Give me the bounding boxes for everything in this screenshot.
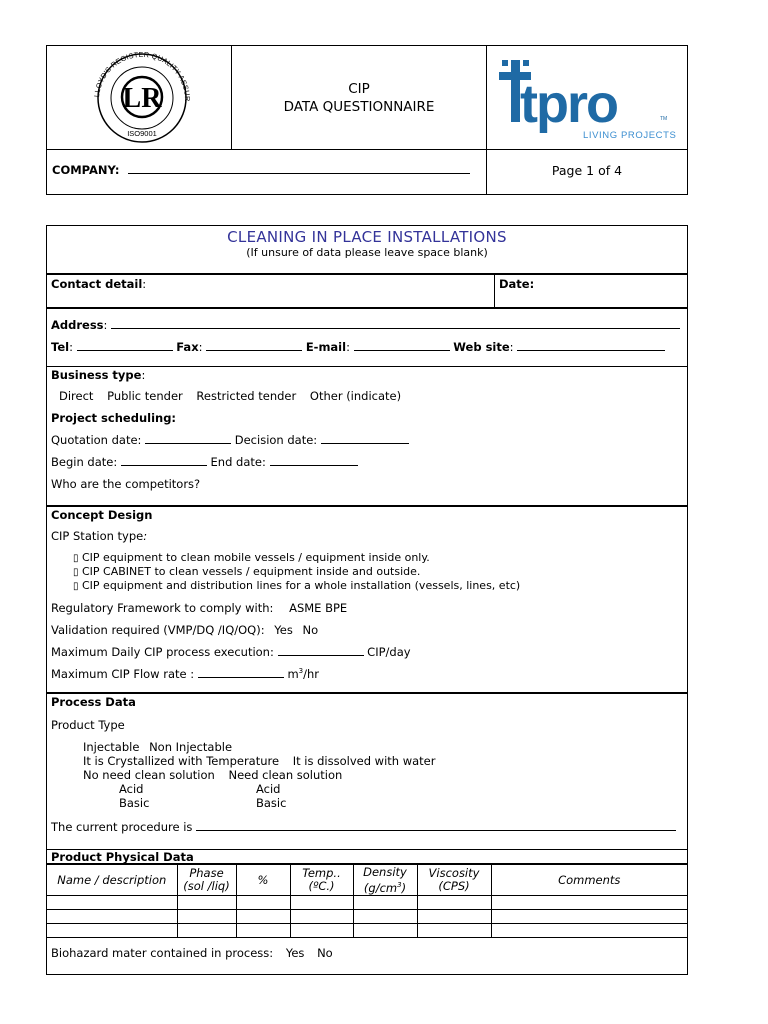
option-public-tender[interactable]: Public tender xyxy=(107,389,183,403)
project-scheduling-label: Project scheduling: xyxy=(51,411,177,425)
svg-text:TM: TM xyxy=(660,116,668,122)
physical-data-table xyxy=(47,864,687,938)
begin-end-line xyxy=(51,455,358,469)
company-field[interactable] xyxy=(128,163,470,174)
regulatory-line xyxy=(51,601,347,615)
fax-label: Fax xyxy=(176,340,199,354)
business-type-label: Business type xyxy=(51,368,142,382)
form-subtitle: (If unsure of data please leave space blank) xyxy=(246,246,488,259)
cip-station-type-label: CIP Station type xyxy=(51,529,144,543)
tpro-logo xyxy=(487,46,687,150)
cip-form xyxy=(46,225,688,975)
concept-design-section xyxy=(47,507,687,694)
form-title-section xyxy=(47,226,687,275)
lloyds-register-seal-logo xyxy=(47,46,232,150)
cip-station-type-line: CIP Station type: xyxy=(51,529,148,543)
biohazard-section xyxy=(47,935,687,975)
document-header xyxy=(46,45,688,195)
max-flow-label: Maximum CIP Flow rate : xyxy=(51,667,195,681)
option-other[interactable]: Other (indicate) xyxy=(309,389,402,403)
max-daily-label: Maximum Daily CIP process execution: xyxy=(51,645,274,659)
quotation-date-label: Quotation date: xyxy=(51,433,142,447)
biohazard-line xyxy=(51,946,333,960)
email-label: E-mail xyxy=(305,340,347,354)
tpro-logo-cell xyxy=(487,46,687,150)
option-need-clean-solution[interactable]: Need clean solution xyxy=(228,768,343,782)
option-basic-2[interactable]: Basic xyxy=(256,796,287,810)
col-comments: Comments xyxy=(491,865,687,896)
decision-date-field[interactable] xyxy=(321,433,409,444)
table-row xyxy=(47,896,687,910)
table-cell[interactable] xyxy=(236,910,290,924)
address-field[interactable] xyxy=(111,318,680,329)
regulatory-label: Regulatory Framework to comply with: xyxy=(51,601,274,615)
svg-text:ISO9001: ISO9001 xyxy=(127,129,157,138)
max-daily-line xyxy=(51,645,411,659)
svg-text:LLOYD'S REGISTER QUALITY ASSUR: LLOYD'S REGISTER QUALITY ASSUR xyxy=(92,49,193,102)
option-crystallized[interactable]: It is Crystallized with Temperature xyxy=(83,754,280,768)
table-cell[interactable] xyxy=(417,910,491,924)
table-cell[interactable] xyxy=(353,910,417,924)
begin-date-label: Begin date: xyxy=(51,455,118,469)
solubility-options xyxy=(83,754,435,768)
checkbox-icon[interactable]: ▯ xyxy=(73,567,79,578)
website-field[interactable] xyxy=(517,340,665,351)
fax-field[interactable] xyxy=(206,340,302,351)
current-procedure-label: The current procedure is xyxy=(51,820,193,834)
page-number: Page 1 of 4 xyxy=(551,163,623,178)
biohazard-no[interactable]: No xyxy=(317,946,333,960)
address-label: Address xyxy=(51,318,104,332)
tpro-wordmark: tpro xyxy=(520,74,617,134)
biohazard-yes[interactable]: Yes xyxy=(285,946,305,960)
station-option-mobile[interactable]: ▯ CIP equipment to clean mobile vessels / equipment inside only. xyxy=(73,551,430,564)
table-cell[interactable] xyxy=(491,896,687,910)
table-cell[interactable] xyxy=(417,896,491,910)
table-cell[interactable] xyxy=(177,910,236,924)
regulatory-value[interactable]: ASME BPE xyxy=(289,601,348,615)
physical-data-title xyxy=(47,850,687,864)
title-cip: CIP xyxy=(348,81,370,97)
tel-field[interactable] xyxy=(77,340,173,351)
header-top-row xyxy=(47,46,687,150)
col-phase: Phase (sol /liq) xyxy=(177,865,236,896)
col-percent: % xyxy=(236,865,290,896)
validation-yes[interactable]: Yes xyxy=(274,623,293,637)
max-daily-unit: CIP/day xyxy=(367,645,411,659)
business-type-line: Business type: xyxy=(51,368,146,382)
option-injectable[interactable]: Injectable xyxy=(83,740,140,754)
option-non-injectable[interactable]: Non Injectable xyxy=(149,740,233,754)
contact-section xyxy=(47,275,687,309)
website-label: Web site xyxy=(453,340,510,354)
email-field[interactable] xyxy=(354,340,450,351)
injectable-options xyxy=(83,740,232,754)
clean-solution-options xyxy=(83,768,342,782)
contact-detail-label: Contact detail xyxy=(51,277,143,291)
col-density: Density $(g/cm^3)$ xyxy=(353,865,417,896)
table-cell[interactable] xyxy=(290,896,353,910)
concept-design-label: Concept Design xyxy=(51,508,153,522)
table-cell[interactable] xyxy=(177,896,236,910)
option-direct[interactable]: Direct xyxy=(59,389,94,403)
company-cell xyxy=(47,150,487,194)
quotation-decision-line xyxy=(51,433,409,447)
business-options xyxy=(59,389,401,403)
max-flow-line xyxy=(51,667,319,681)
table-header-row xyxy=(47,865,687,896)
table-cell[interactable] xyxy=(290,910,353,924)
table-cell[interactable] xyxy=(47,910,177,924)
lloyds-register-seal-cell xyxy=(47,46,232,150)
table-cell[interactable] xyxy=(353,896,417,910)
company-label: COMPANY: xyxy=(52,163,120,177)
option-restricted-tender[interactable]: Restricted tender xyxy=(196,389,297,403)
validation-line xyxy=(51,623,318,637)
table-cell[interactable] xyxy=(47,896,177,910)
svg-text:LR: LR xyxy=(122,83,162,114)
table-cell[interactable] xyxy=(491,910,687,924)
option-dissolved[interactable]: It is dissolved with water xyxy=(292,754,436,768)
max-flow-unit: $m^3/hr$ xyxy=(287,667,320,681)
quotation-date-field[interactable] xyxy=(145,433,231,444)
tel-fax-email-web-line: Tel: Fax: E-mail: Web site: xyxy=(51,340,665,354)
validation-no[interactable]: No xyxy=(302,623,319,637)
end-date-label: End date: xyxy=(210,455,266,469)
form-title: CLEANING IN PLACE INSTALLATIONS xyxy=(227,228,507,246)
header-bottom-row xyxy=(47,150,687,194)
station-option-cabinet[interactable]: ▯ CIP CABINET to clean vessels / equipment inside and outside. xyxy=(73,565,421,578)
validation-label: Validation required (VMP/DQ /IQ/OQ): xyxy=(51,623,265,637)
product-type-label: Product Type xyxy=(51,718,125,732)
station-option-installation[interactable]: ▯ CIP equipment and distribution lines for a whole installation (vessels, lines, etc) xyxy=(73,579,521,592)
checkbox-icon[interactable]: ▯ xyxy=(73,553,79,564)
tpro-tagline: LIVING PROJECTS xyxy=(583,130,677,141)
physical-data-label: Product Physical Data xyxy=(51,850,194,864)
begin-date-field[interactable] xyxy=(121,455,207,466)
option-basic-1[interactable]: Basic xyxy=(119,796,150,810)
current-procedure-line xyxy=(51,820,676,834)
biohazard-label: Biohazard mater contained in process: xyxy=(51,946,274,960)
address-line: Address: xyxy=(51,318,680,332)
col-temp: Temp.. (ºC.) xyxy=(290,865,353,896)
table-cell[interactable] xyxy=(236,896,290,910)
process-data-section xyxy=(47,694,687,850)
address-section xyxy=(47,309,687,367)
title-data-questionnaire: DATA QUESTIONNAIRE xyxy=(283,99,435,115)
col-viscosity: Viscosity (CPS) xyxy=(417,865,491,896)
option-acid-2[interactable]: Acid xyxy=(256,782,281,796)
table-row xyxy=(47,910,687,924)
document-title-cell xyxy=(232,46,487,150)
process-data-label: Process Data xyxy=(51,695,136,709)
decision-date-label: Decision date: xyxy=(234,433,318,447)
max-daily-field[interactable] xyxy=(278,645,364,656)
contact-detail-line: Contact detail: xyxy=(51,277,147,291)
option-no-need-clean-solution[interactable]: No need clean solution xyxy=(83,768,215,782)
option-acid-1[interactable]: Acid xyxy=(119,782,144,796)
end-date-field[interactable] xyxy=(270,455,358,466)
col-name: Name / description xyxy=(47,865,177,896)
current-procedure-field[interactable] xyxy=(196,820,676,831)
tel-label: Tel xyxy=(51,340,70,354)
contact-divider xyxy=(494,275,495,309)
business-section xyxy=(47,367,687,507)
max-flow-field[interactable] xyxy=(198,667,284,678)
date-label: Date: xyxy=(499,277,535,291)
checkbox-icon[interactable]: ▯ xyxy=(73,581,79,592)
competitors-question: Who are the competitors? xyxy=(51,477,201,491)
